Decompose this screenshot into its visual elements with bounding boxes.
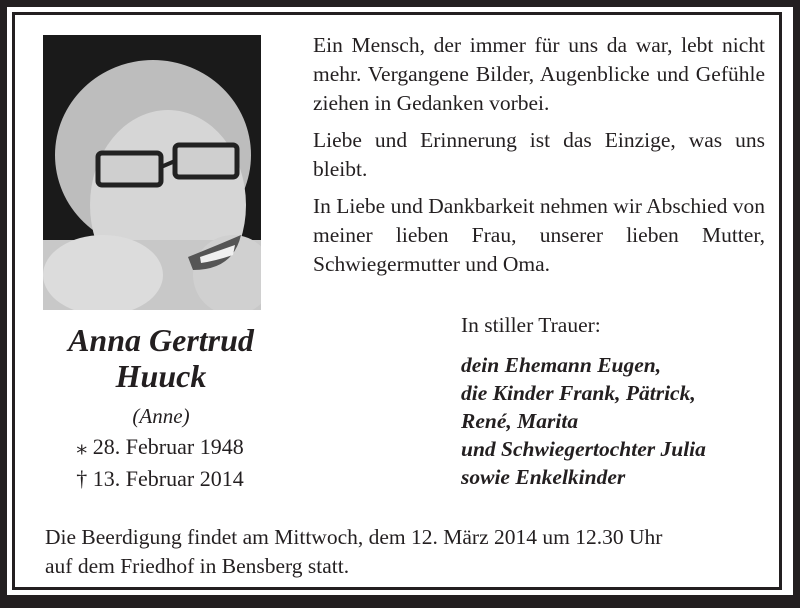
deceased-name-line1: Anna Gertrud bbox=[68, 322, 254, 358]
deceased-name bbox=[30, 322, 292, 394]
funeral-line: Die Beerdigung findet am Mittwoch, dem 12. März 2014 um 12.30 Uhr bbox=[45, 525, 663, 549]
memorial-verse bbox=[313, 31, 765, 287]
portrait-photo bbox=[43, 35, 261, 310]
mourners-list bbox=[461, 351, 706, 491]
mourner-line: die Kinder Frank, Pätrick, bbox=[461, 381, 696, 405]
mourner-line: René, Marita bbox=[461, 409, 579, 433]
portrait-image-icon bbox=[43, 35, 261, 310]
death-date: † 13. Februar 2014 bbox=[76, 466, 244, 491]
deceased-nickname: (Anne) bbox=[132, 404, 190, 428]
verse-paragraph: Liebe und Erinnerung ist das Einzige, was uns bleibt. bbox=[313, 128, 765, 181]
funeral-notice bbox=[45, 523, 760, 581]
mourner-line: und Schwiegertochter Julia bbox=[461, 437, 706, 461]
mourner-line: dein Ehemann Eugen, bbox=[461, 353, 662, 377]
verse-paragraph: In Liebe und Dankbarkeit nehmen wir Abschied von meiner lieben Frau, unserer lieben Mutter, Schwiegermutter und Oma. bbox=[313, 194, 765, 276]
funeral-line: auf dem Friedhof in Bensberg statt. bbox=[45, 554, 350, 578]
birth-date: ⁎ 28. Februar 1948 bbox=[76, 434, 244, 459]
mourning-label: In stiller Trauer: bbox=[461, 313, 601, 337]
mourner-line: sowie Enkelkinder bbox=[461, 465, 626, 489]
deceased-name-line2: Huuck bbox=[115, 358, 207, 394]
verse-paragraph: Ein Mensch, der immer für uns da war, lebt nicht mehr. Vergangene Bilder, Augenblicke und Gefühle ziehen in Gedanken vorbei. bbox=[313, 33, 765, 115]
